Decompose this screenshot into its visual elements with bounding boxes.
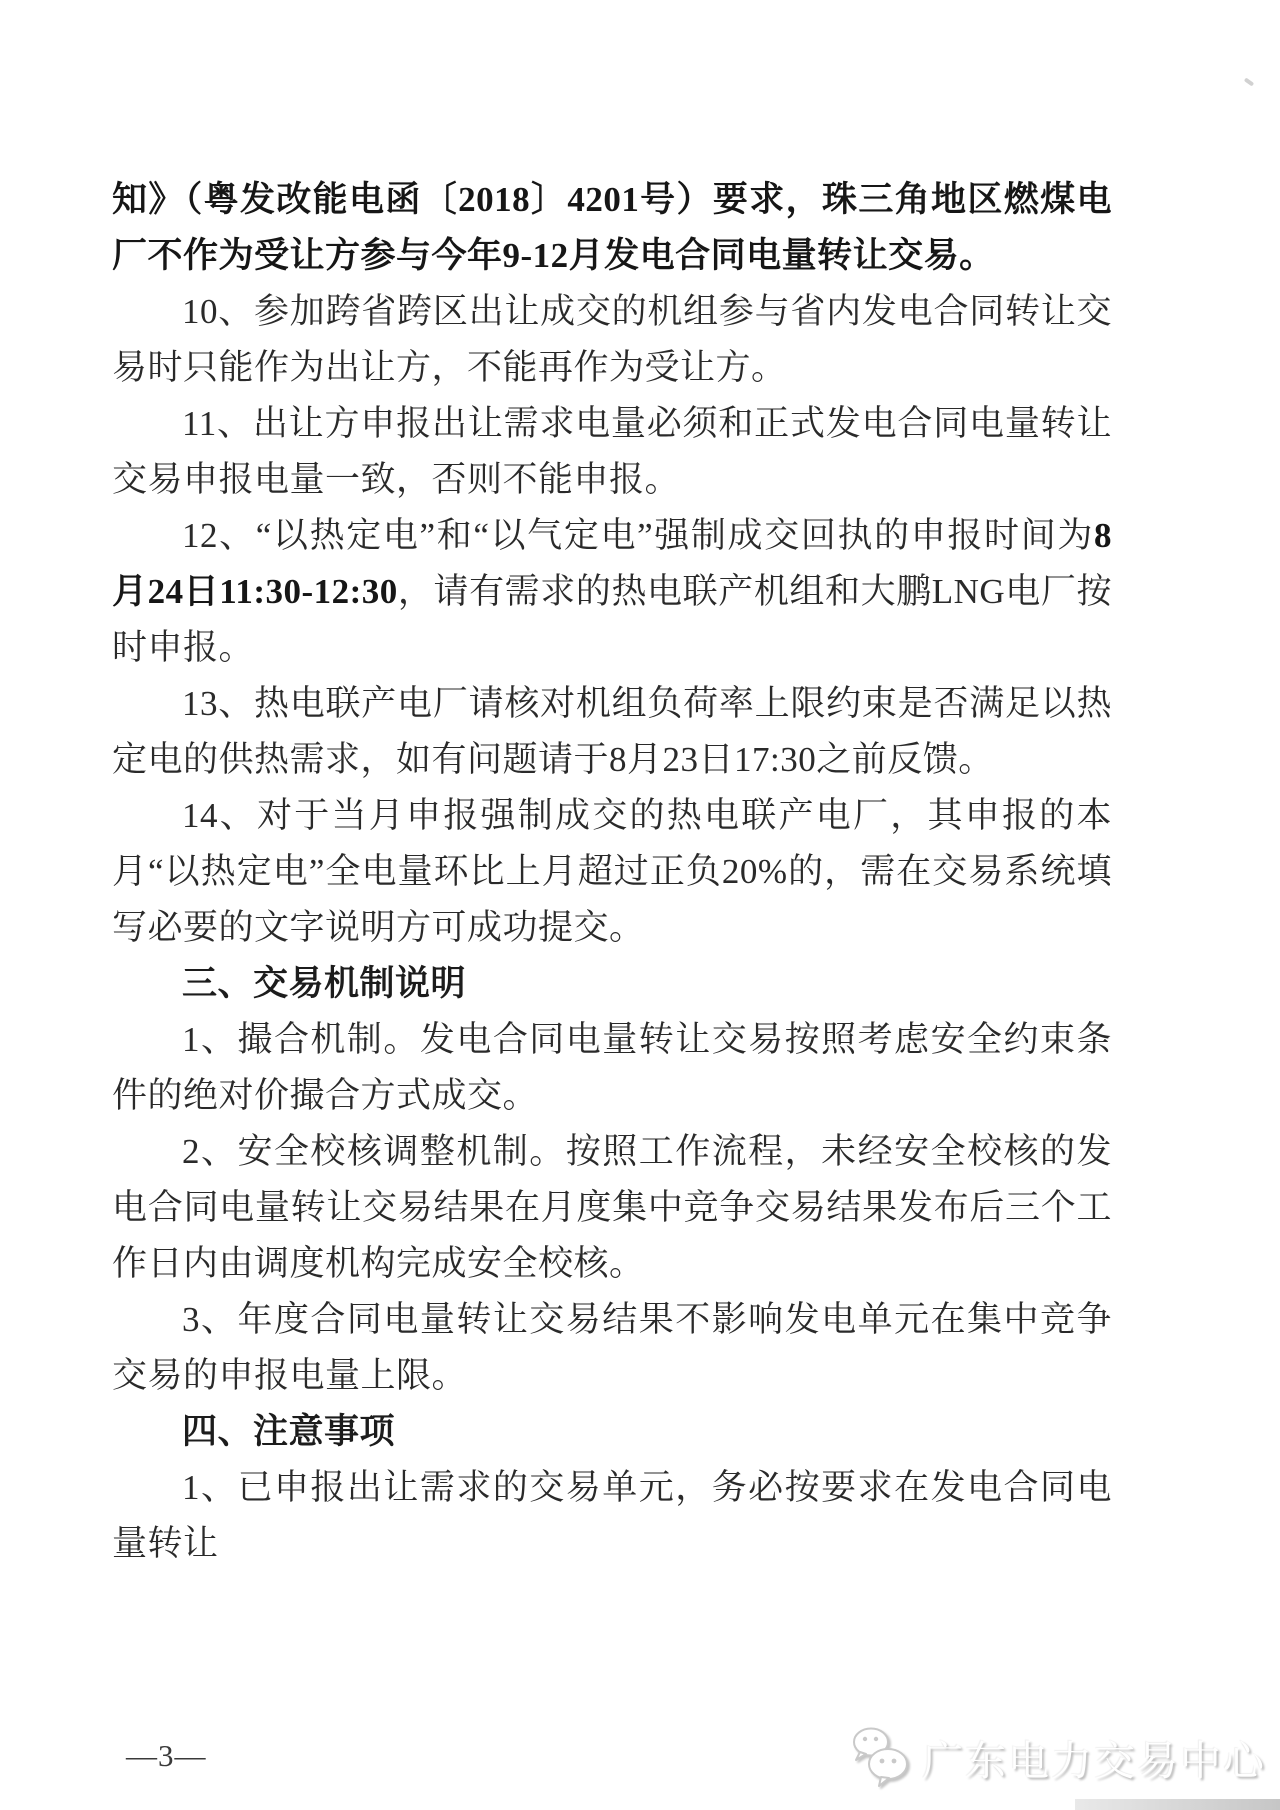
paragraph-s3-item-1: 1、撮合机制。发电合同电量转让交易按照考虑安全约束条件的绝对价撮合方式成交。 [112, 1020, 1112, 1115]
scan-artifact-mark [1244, 77, 1254, 86]
section-heading-4: 四、注意事项 [182, 1412, 396, 1451]
section-heading-3: 三、交易机制说明 [182, 964, 467, 1003]
page-number: —3— [126, 1738, 207, 1773]
paragraph-intro-continuation: 知》（粤发改能电函〔2018〕4201号）要求，珠三角地区燃煤电厂不作为受让方参与今年9-12月发电合同电量转让交易。 [112, 180, 1112, 275]
item-12-text-post: ，请有需求的热电联产机组和大鹏LNG电厂按时申报。 [112, 572, 1112, 667]
paragraph-item-12 [112, 508, 1112, 676]
paragraph-item-14: 14、对于当月申报强制成交的热电联产电厂，其申报的本月“以热定电”全电量环比上月超过正负20%的，需在交易系统填写必要的文字说明方可成功提交。 [112, 796, 1112, 947]
item-12-deadline: 8月24日11:30-12:30 [112, 516, 1112, 611]
document-body [112, 172, 1112, 1572]
paragraph-s3-item-2: 2、安全校核调整机制。按照工作流程，未经安全校核的发电合同电量转让交易结果在月度集中竞争交易结果发布后三个工作日内由调度机构完成安全校核。 [112, 1132, 1112, 1283]
wechat-icon [848, 1726, 912, 1788]
paragraph-s3-item-3: 3、年度合同电量转让交易结果不影响发电单元在集中竞争交易的申报电量上限。 [112, 1300, 1112, 1395]
paragraph-item-13: 13、热电联产电厂请核对机组负荷率上限约束是否满足以热定电的供热需求，如有问题请于8月23日17:30之前反馈。 [112, 684, 1112, 779]
item-12-text-pre: 12、“以热定电”和“以气定电”强制成交回执的申报时间为 [182, 516, 1094, 555]
scan-edge-shadow [1075, 1799, 1280, 1810]
watermark-label: 广东电力交易中心 [922, 1737, 1266, 1784]
paragraph-item-10: 10、参加跨省跨区出让成交的机组参与省内发电合同转让交易时只能作为出让方，不能再作为受让方。 [112, 292, 1112, 387]
publisher-watermark [848, 1726, 1266, 1788]
paragraph-item-11: 11、出让方申报出让需求电量必须和正式发电合同电量转让交易申报电量一致，否则不能申报。 [112, 404, 1112, 499]
paragraph-s4-item-1: 1、已申报出让需求的交易单元，务必按要求在发电合同电量转让 [112, 1468, 1112, 1563]
